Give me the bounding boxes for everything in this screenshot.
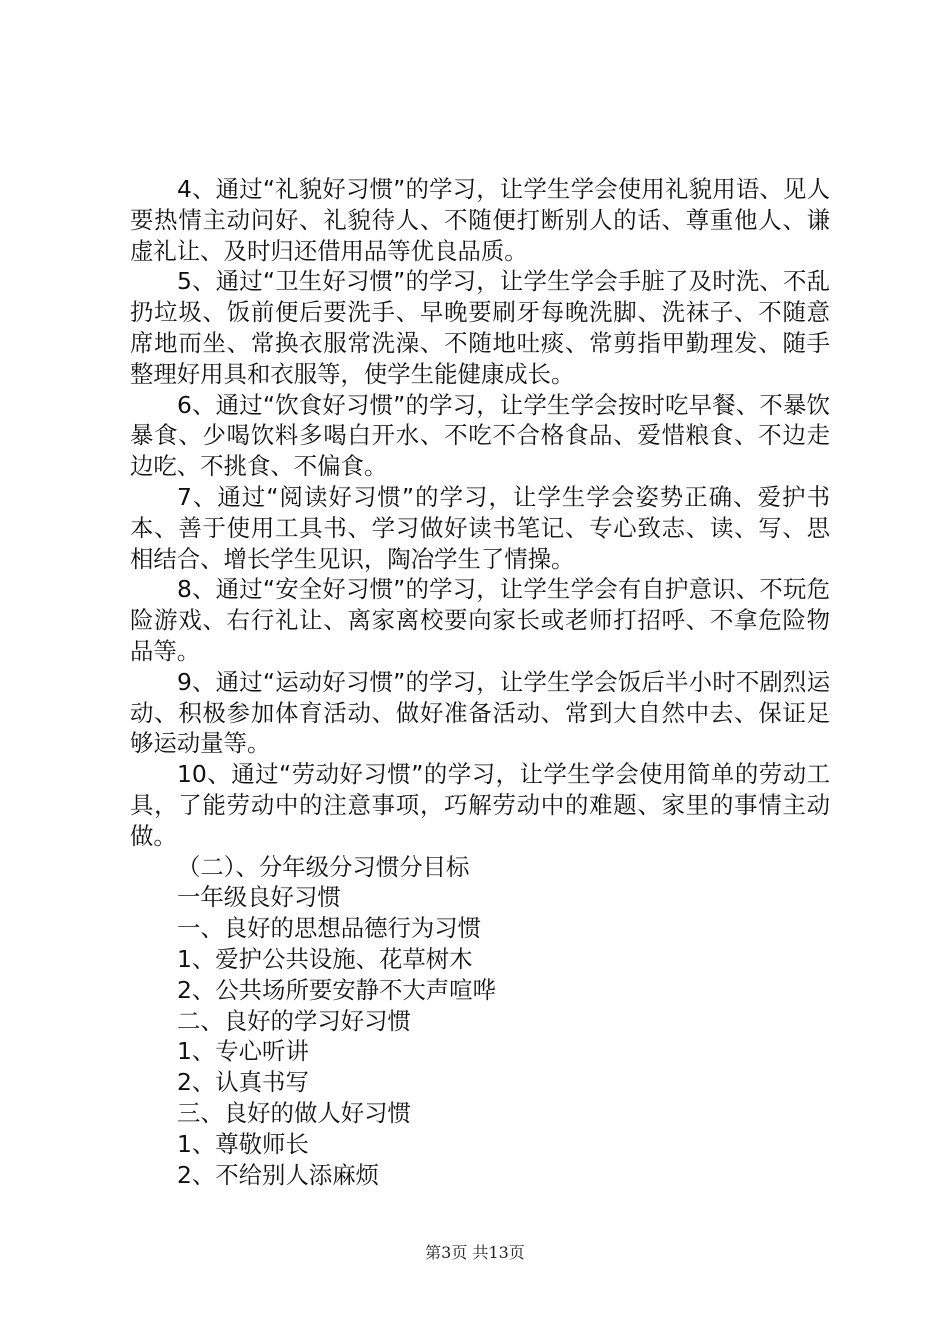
category-heading-study: 二、良好的学习好习惯 — [177, 1006, 411, 1035]
list-item: 1、尊敬师长 — [177, 1129, 309, 1158]
paragraph-item-10: 10、通过“劳动好习惯”的学习，让学生学会使用简单的劳动工具，了能劳动中的注意事项，巧解劳动中的难题、家里的事情主动做。 — [130, 760, 830, 850]
paragraph-item-7: 7、通过“阅读好习惯”的学习，让学生学会姿势正确、爱护书本、善于使用工具书、学习做好读书笔记、专心致志、读、写、思相结合、增长学生见识，陶冶学生了情操。 — [130, 482, 830, 573]
list-item: 1、爱护公共设施、花草树木 — [177, 944, 473, 973]
paragraph-item-4: 4、通过“礼貌好习惯”的学习，让学生学会使用礼貌用语、见人要热情主动问好、礼貌待人、不随便打断别人的话、尊重他人、谦虚礼让、及时归还借用品等优良品质。 — [130, 175, 830, 265]
paragraph-item-9: 9、通过“运动好习惯”的学习，让学生学会饭后半小时不剧烈运动、积极参加体育活动、做好准备活动、常到大自然中去、保证足够运动量等。 — [130, 667, 830, 758]
page-footer: 第3页 共13页 — [425, 1243, 525, 1262]
category-heading-conduct: 三、良好的做人好习惯 — [177, 1098, 411, 1127]
category-heading-moral: 一、良好的思想品德行为习惯 — [177, 914, 482, 943]
section-heading-grade-goals: （二）、分年级分习惯分目标 — [177, 852, 470, 881]
paragraph-item-5: 5、通过“卫生好习惯”的学习，让学生学会手脏了及时洗、不乱扔垃圾、饭前便后要洗手、早晚要刷牙每晚洗脚、洗袜子、不随意席地而坐、常换衣服常洗澡、不随地吐痰、常剪指甲勤理发、随手整理好用具和衣服等，使学生能健康成长。 — [130, 267, 830, 388]
list-item: 1、专心听讲 — [177, 1037, 309, 1066]
list-item: 2、公共场所要安静不大声喧哗 — [177, 975, 496, 1004]
list-item: 2、认真书写 — [177, 1068, 309, 1097]
grade-one-heading: 一年级良好习惯 — [177, 883, 341, 912]
paragraph-item-6: 6、通过“饮食好习惯”的学习，让学生学会按时吃早餐、不暴饮暴食、少喝饮料多喝白开水、不吃不合格食品、爱惜粮食、不边走边吃、不挑食、不偏食。 — [130, 390, 830, 481]
list-item: 2、不给别人添麻烦 — [177, 1160, 380, 1189]
document-body — [130, 174, 830, 1190]
paragraph-item-8: 8、通过“安全好习惯”的学习，让学生学会有自护意识、不玩危险游戏、右行礼让、离家离校要向家长或老师打招呼、不拿危险物品等。 — [130, 575, 830, 665]
